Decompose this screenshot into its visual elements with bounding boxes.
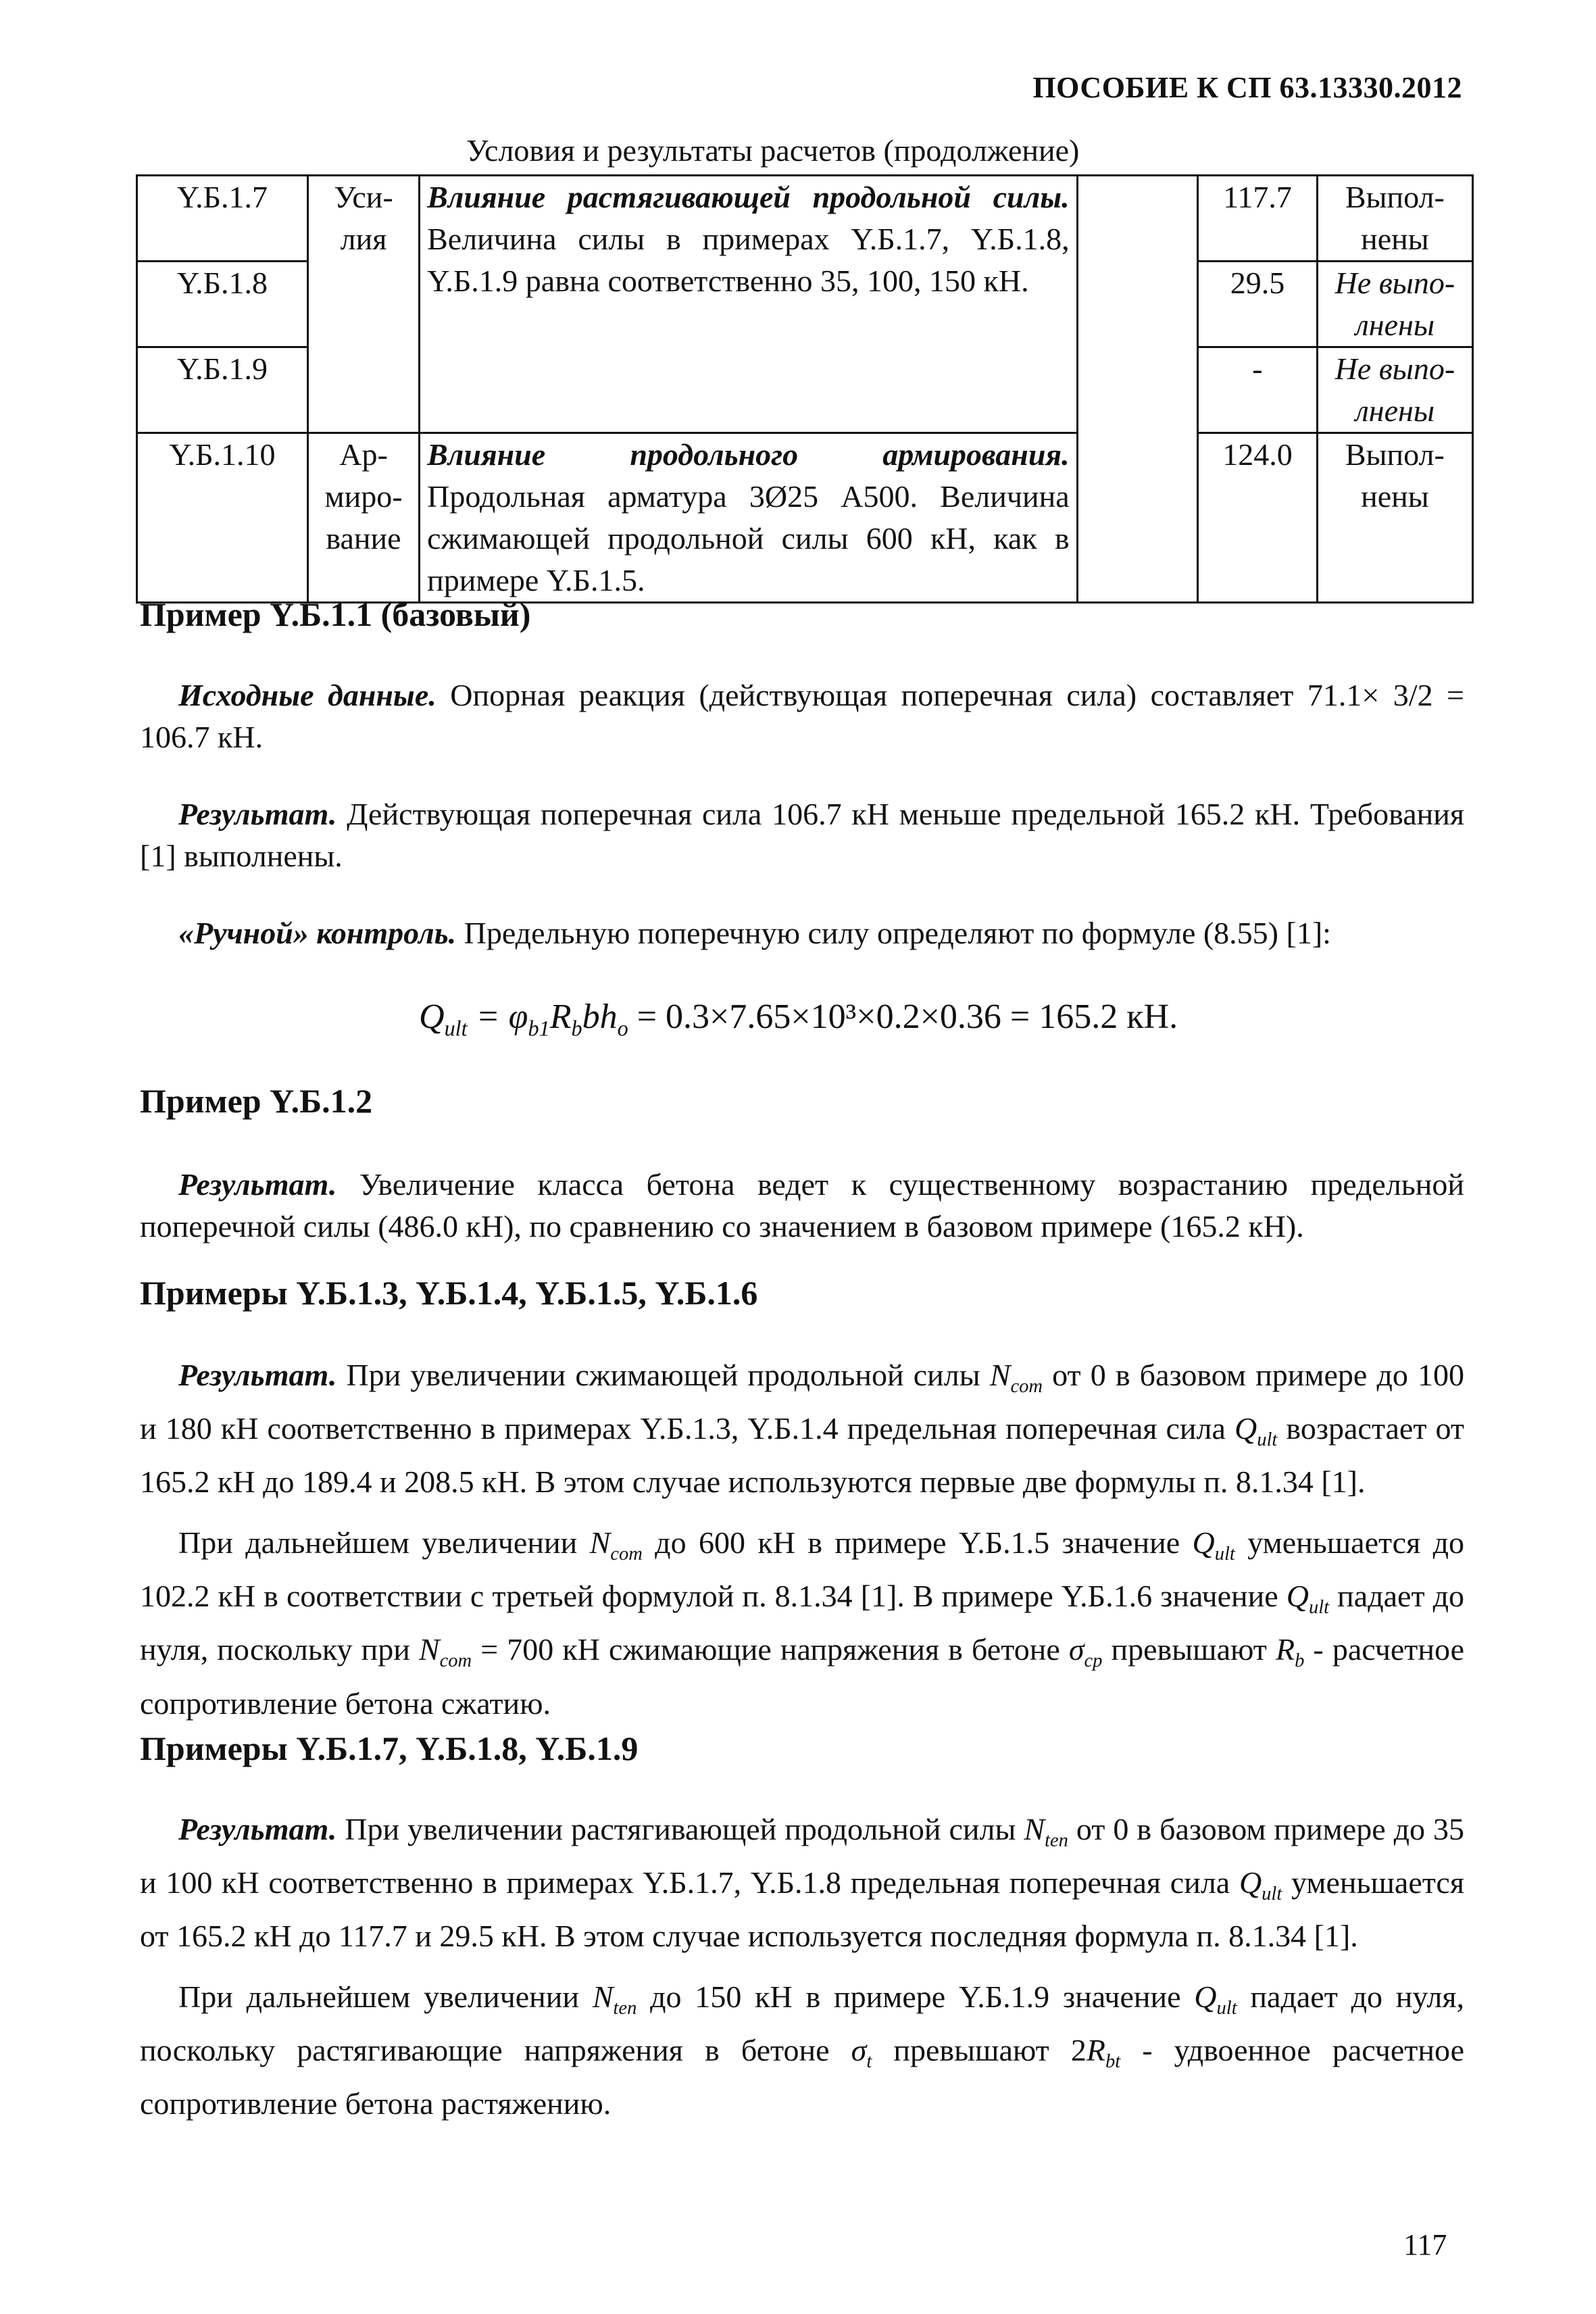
paragraph-label: Результат. bbox=[178, 797, 337, 831]
text-run: При увеличении сжимающей продольной силы bbox=[336, 1358, 990, 1392]
results-table bbox=[136, 174, 1474, 604]
description-text: Величина силы в примерах Y.Б.1.7, Y.Б.1.8, Y.Б.1.9 равна соответственно 35, 100, 150 кН. bbox=[427, 222, 1070, 298]
page-number: 117 bbox=[1403, 2228, 1447, 2261]
paragraph-label: Результат. bbox=[178, 1167, 337, 1202]
text-run: до 150 кН в примере Y.Б.1.9 значение bbox=[637, 1979, 1195, 2014]
example-id: Y.Б.1.7 bbox=[137, 176, 308, 262]
section-heading: Примеры Y.Б.1.7, Y.Б.1.8, Y.Б.1.9 bbox=[140, 1729, 639, 1767]
paragraph-label: Исходные данные. bbox=[178, 678, 437, 712]
text-run: превышают bbox=[872, 2033, 1071, 2068]
paragraph bbox=[140, 793, 1464, 877]
symbol-nten: $N_{ten}$ bbox=[592, 1979, 637, 2019]
paragraph-text: Опорная реакция (действующая поперечная сила) составляет 71.1× 3/2 = 106.7 кН. bbox=[140, 678, 1464, 754]
text-run: падает до нуля, поскольку при bbox=[140, 1579, 1464, 1667]
text-run: - удвоенное расчетное сопротивление бетона растяжению. bbox=[140, 2033, 1464, 2121]
example-id: Y.Б.1.10 bbox=[137, 433, 308, 603]
paragraph bbox=[140, 912, 1464, 954]
value-cell: 117.7 bbox=[1198, 176, 1318, 262]
description-emphasis: Влияние продольного армирования. bbox=[427, 437, 1070, 472]
text-run: падает до нуля, поскольку растягивающие напряжения в бетоне bbox=[140, 1979, 1464, 2068]
example-id: Y.Б.1.9 bbox=[137, 347, 308, 433]
text-run: При дальнейшем увеличении bbox=[178, 1979, 593, 2014]
paragraph bbox=[140, 674, 1464, 758]
paragraph-label: Результат. bbox=[178, 1358, 337, 1392]
formula-lhs: $Q_{ult} = \varphi_{b1}R_bbh_o$ bbox=[419, 998, 628, 1041]
symbol-ncom: $N_{com}$ bbox=[418, 1632, 472, 1672]
running-header: ПОСОБИЕ К СП 63.13330.2012 bbox=[1032, 71, 1462, 104]
text-run: до 600 кН в примере Y.Б.1.5 значение bbox=[642, 1525, 1193, 1560]
symbol-qult: $Q_{ult}$ bbox=[1239, 1865, 1282, 1905]
paragraph bbox=[140, 1164, 1464, 1248]
text-run: = 700 кН сжимающие напряжения в бетоне bbox=[472, 1632, 1069, 1667]
paragraph-label: «Ручной» контроль. bbox=[178, 916, 457, 950]
text-run: уменьшается до 102.2 кН в соответствии с третьей формулой п. 8.1.34 [1]. В примере Y.Б.1.6 значение bbox=[140, 1525, 1465, 1614]
text-run: возрастает от 165.2 кН до 189.4 и 208.5 кН. В этом случае используются первые две формулы п. 8.1.34 [1]. bbox=[140, 1411, 1464, 1500]
symbol-nten: $N_{ten}$ bbox=[1024, 1812, 1068, 1852]
table-row bbox=[137, 433, 1473, 603]
paragraph-text: Действующая поперечная сила 106.7 кН меньше предельной 165.2 кН. Требования [1] выполнены. bbox=[140, 797, 1464, 873]
text-run: При дальнейшем увеличении bbox=[178, 1525, 590, 1560]
description-text: Продольная арматура 3Ø25 А500. Величина сжимающей продольной силы 600 кН, как в примере Y.Б.1.5. bbox=[427, 479, 1070, 597]
paragraph bbox=[140, 1808, 1464, 1957]
table-caption: Условия и результаты расчетов (продолжение) bbox=[466, 133, 1080, 168]
result-cell: Выпол-нены bbox=[1317, 176, 1472, 262]
symbol-qult: $Q_{ult}$ bbox=[1286, 1579, 1330, 1619]
paragraph bbox=[140, 1976, 1464, 2125]
empty-cell bbox=[1077, 176, 1198, 603]
value-cell: - bbox=[1198, 347, 1318, 433]
result-cell: Не выпо-лнены bbox=[1317, 262, 1472, 347]
symbol-rb: $R_b$ bbox=[1275, 1632, 1305, 1672]
description-emphasis: Влияние растягивающей продольной силы. bbox=[427, 180, 1070, 214]
formula bbox=[419, 997, 1178, 1041]
symbol-qult: $Q_{ult}$ bbox=[1234, 1411, 1278, 1451]
section-heading: Пример Y.Б.1.1 (базовый) bbox=[140, 595, 531, 633]
symbol-ncom: $N_{com}$ bbox=[989, 1358, 1043, 1398]
text-run: - расчетное сопротивление бетона сжатию. bbox=[140, 1632, 1464, 1721]
value-cell: 124.0 bbox=[1198, 433, 1318, 603]
table-row bbox=[137, 176, 1473, 262]
paragraph-label: Результат. bbox=[178, 1812, 337, 1846]
paragraph-text: Увеличение класса бетона ведет к существенному возрастанию предельной поперечной силы (486.0 кН), по сравнению со значением в базовом примере (165.2 кН). bbox=[140, 1167, 1464, 1244]
paragraph bbox=[140, 1354, 1464, 1503]
description-cell bbox=[420, 433, 1078, 603]
example-id: Y.Б.1.8 bbox=[137, 262, 308, 347]
text-run: При увеличении растягивающей продольной силы bbox=[336, 1812, 1024, 1846]
text-run: от 0 в базовом примере до 100 и 180 кН соответственно в примерах Y.Б.1.3, Y.Б.1.4 предельная поперечная сила bbox=[140, 1358, 1464, 1446]
text-run: превышают bbox=[1102, 1632, 1276, 1667]
paragraph bbox=[140, 1522, 1464, 1725]
text-run: от 0 в базовом примере до 35 и 100 кН соответственно в примерах Y.Б.1.7, Y.Б.1.8 предельная поперечная сила bbox=[140, 1812, 1464, 1900]
value-cell: 29.5 bbox=[1198, 262, 1318, 347]
condition-cell: Уси-лия bbox=[307, 176, 419, 433]
condition-cell: Ар-миро-вание bbox=[307, 433, 419, 603]
result-cell: Выпол-нены bbox=[1317, 433, 1472, 603]
section-heading: Примеры Y.Б.1.3, Y.Б.1.4, Y.Б.1.5, Y.Б.1.6 bbox=[140, 1274, 758, 1312]
symbol-2rbt: $2R_{bt}$ bbox=[1070, 2033, 1121, 2073]
symbol-qult: $Q_{ult}$ bbox=[1192, 1525, 1235, 1565]
section-heading: Пример Y.Б.1.2 bbox=[140, 1082, 373, 1120]
symbol-ncom: $N_{com}$ bbox=[589, 1525, 643, 1565]
symbol-qult: $Q_{ult}$ bbox=[1194, 1979, 1237, 2019]
formula-rhs: = 0.3×7.65×10³×0.2×0.36 = 165.2 кН. bbox=[628, 998, 1178, 1036]
symbol-sigma-cp: $\sigma_{cp}$ bbox=[1068, 1632, 1103, 1672]
description-cell bbox=[420, 176, 1078, 433]
symbol-sigma-t: $\sigma_t$ bbox=[851, 2033, 872, 2073]
paragraph-text: Предельную поперечную силу определяют по формуле (8.55) [1]: bbox=[456, 916, 1331, 950]
text-run: уменьшается от 165.2 кН до 117.7 и 29.5 кН. В этом случае используется последняя формула п. 8.1.34 [1]. bbox=[140, 1865, 1465, 1954]
result-cell: Не выпо-лнены bbox=[1317, 347, 1472, 433]
